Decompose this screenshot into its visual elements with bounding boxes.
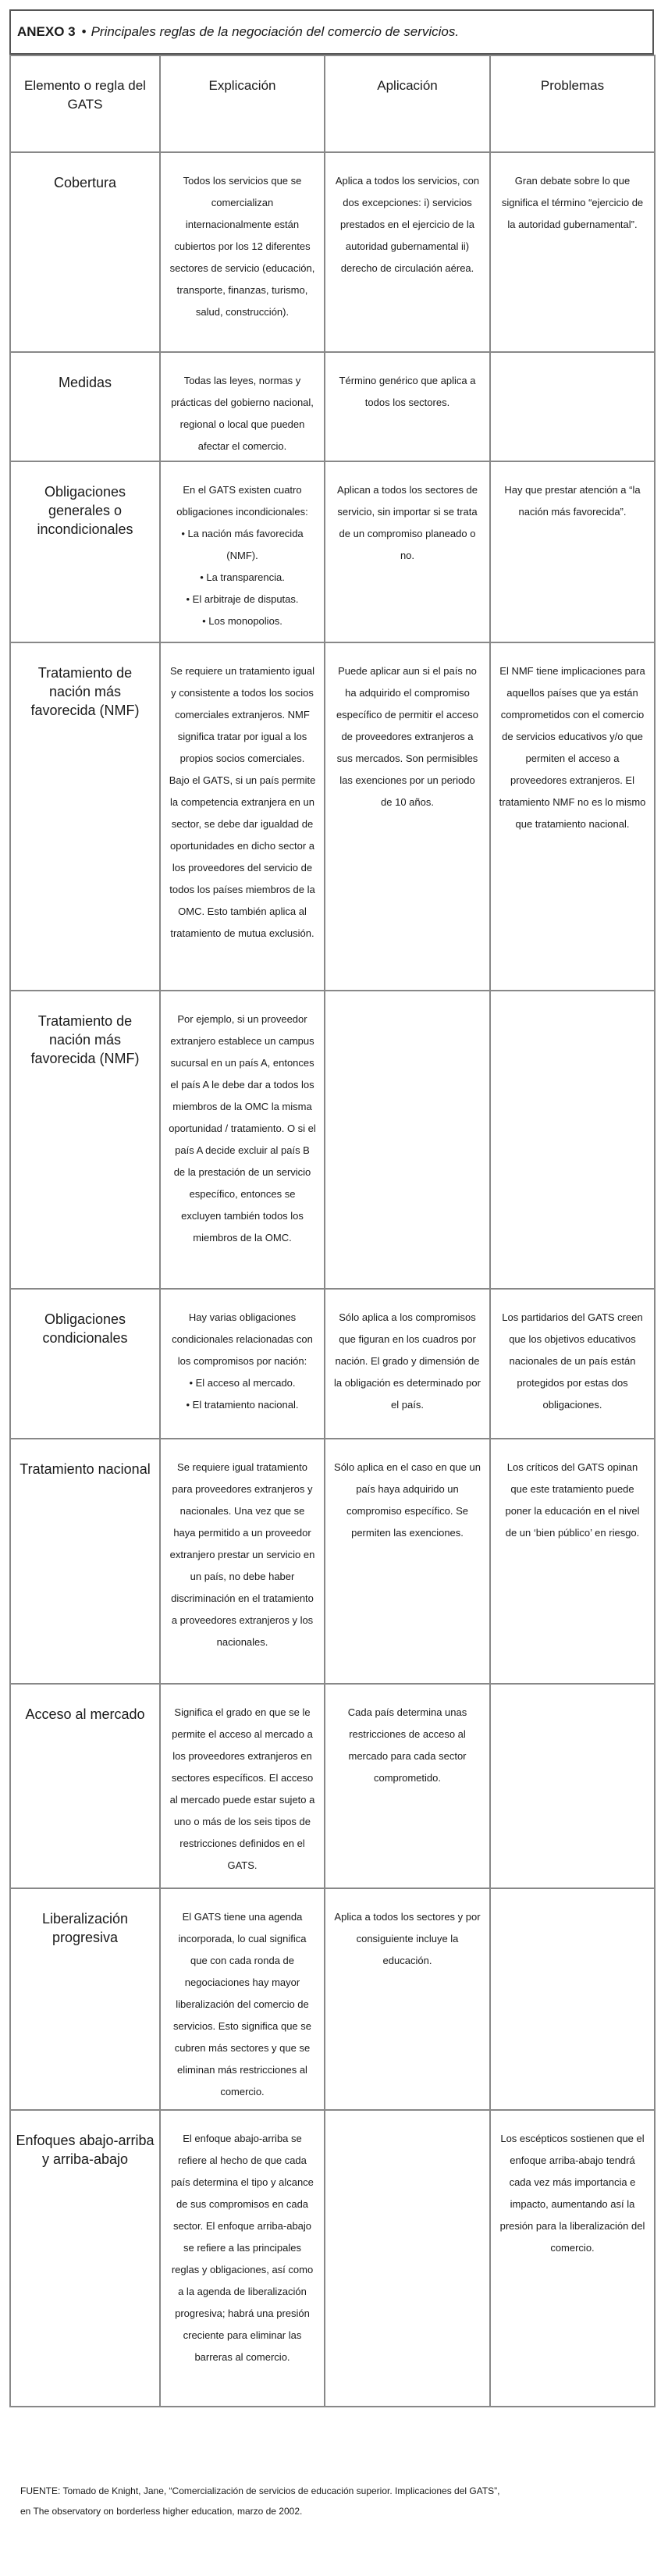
row-application: Aplica a todos los servicios, con dos excepciones: i) servicios prestados en el ejercicio de la autoridad gubernamental ii) derecho de circulación aérea. — [325, 152, 490, 352]
row-problems: Los partidarios del GATS creen que los objetivos educativos nacionales de un país están protegidos por estas dos obligaciones. — [490, 1289, 655, 1439]
table-row — [10, 2110, 655, 2407]
row-explanation: Todos los servicios que se comercializan internacionalmente están cubiertos por los 12 diferentes sectores de servicio (educación, transporte, finanzas, turismo, salud, construcción). — [160, 152, 325, 352]
rules-table — [9, 55, 656, 2407]
row-explanation: El enfoque abajo-arriba se refiere al hecho de que cada país determina el tipo y alcance de sus compromisos en cada sector. El enfoque arriba-abajo se refiere a las principales reglas y obligaciones, así como a la agenda de liberalización progresiva; habrá una presión creciente para eliminar las barreras al comercio. — [160, 2110, 325, 2407]
title-separator: • — [81, 24, 87, 39]
annex-frame — [9, 9, 657, 2484]
row-element: Liberalización progresiva — [10, 1888, 160, 2110]
annex-title-bar — [9, 9, 654, 55]
row-explanation: Significa el grado en que se le permite el acceso al mercado a los proveedores extranjeros en sectores específicos. El acceso al mercado puede estar sujeto a uno o más de los seis tipos de restricciones definidos en el GATS. — [160, 1684, 325, 1888]
row-explanation: Se requiere igual tratamiento para proveedores extranjeros y nacionales. Una vez que se haya permitido a un proveedor extranjero prestar un servicio en un país, no debe haber discriminación en el tratamiento a proveedores extranjeros y los nacionales. — [160, 1439, 325, 1684]
row-element: Enfoques abajo-arriba y arriba-abajo — [10, 2110, 160, 2407]
explanation-intro: En el GATS existen cuatro obligaciones incondicionales: — [176, 484, 308, 518]
row-application: Aplica a todos los sectores y por consiguiente incluye la educación. — [325, 1888, 490, 2110]
source-line-1: FUENTE: Tomado de Knight, Jane, “Comercialización de servicios de educación superior. Implicaciones del GATS”, — [20, 2485, 500, 2496]
row-element: Acceso al mercado — [10, 1684, 160, 1888]
row-application — [325, 2110, 490, 2407]
table-header-row — [10, 55, 655, 152]
row-problems: El NMF tiene implicaciones para aquellos países que ya están comprometidos con el comercio de servicios educativos y/o que permiten el acceso a proveedores extranjeros. El tratamiento NMF no es lo mismo que tratamiento nacional. — [490, 642, 655, 991]
row-element: Tratamiento de nación más favorecida (NMF) — [10, 991, 160, 1289]
source-line-2: en The observatory on borderless higher education, marzo de 2002. — [20, 2506, 303, 2517]
row-application — [325, 991, 490, 1289]
row-explanation: Se requiere un tratamiento igual y consistente a todos los socios comerciales extranjeros. NMF significa tratar por igual a los propios socios comerciales. Bajo el GATS, si un país permite la competencia extranjera en un sector, se debe dar igualdad de oportunidades en dicho sector a los proveedores del servicio de todos los países miembros de la OMC. Esto también aplica al tratamiento de mutua exclusión. — [160, 642, 325, 991]
bullet-item: • La transparencia. — [200, 571, 285, 583]
row-problems — [490, 352, 655, 461]
row-element: Medidas — [10, 352, 160, 461]
row-explanation: El GATS tiene una agenda incorporada, lo cual significa que con cada ronda de negociaciones hay mayor liberalización del comercio de servicios. Esto significa que se cubren más sectores y que se eliminan más restricciones al comercio. — [160, 1888, 325, 2110]
table-row — [10, 352, 655, 461]
table-row — [10, 152, 655, 352]
row-explanation: Todas las leyes, normas y prácticas del gobierno nacional, regional o local que pueden afectar el comercio. — [160, 352, 325, 461]
row-element: Obligaciones condicionales — [10, 1289, 160, 1439]
row-application: Aplican a todos los sectores de servicio, sin importar si se trata de un compromiso planeado o no. — [325, 461, 490, 642]
row-problems: Hay que prestar atención a “la nación más favorecida”. — [490, 461, 655, 642]
explanation-intro: Hay varias obligaciones condicionales relacionadas con los compromisos por nación: — [172, 1311, 313, 1367]
table-row — [10, 1684, 655, 1888]
column-header-application: Aplicación — [325, 55, 490, 152]
row-problems: Los escépticos sostienen que el enfoque arriba-abajo tendrá cada vez más importancia e impacto, aumentando así la presión para la liberalización del comercio. — [490, 2110, 655, 2407]
bullet-item: • Los monopolios. — [202, 615, 282, 627]
row-element: Tratamiento de nación más favorecida (NMF) — [10, 642, 160, 991]
row-problems — [490, 1888, 655, 2110]
table-row — [10, 461, 655, 642]
row-application: Término genérico que aplica a todos los sectores. — [325, 352, 490, 461]
row-application: Puede aplicar aun si el país no ha adquirido el compromiso específico de permitir el acceso de proveedores extranjeros a sus mercados. Son permisibles las exenciones por un periodo de 10 años. — [325, 642, 490, 991]
bullet-item: • El acceso al mercado. — [189, 1377, 296, 1389]
source-footnote — [20, 2481, 645, 2521]
bullet-item: • La nación más favorecida (NMF). — [181, 528, 304, 561]
row-application: Sólo aplica a los compromisos que figuran en los cuadros por nación. El grado y dimensión de la obligación es determinado por el país. — [325, 1289, 490, 1439]
table-row — [10, 1439, 655, 1684]
row-application: Sólo aplica en el caso en que un país haya adquirido un compromiso específico. Se permiten las exenciones. — [325, 1439, 490, 1684]
annex-title: Principales reglas de la negociación del comercio de servicios. — [91, 24, 460, 39]
bullet-item: • El tratamiento nacional. — [186, 1399, 299, 1411]
row-problems — [490, 1684, 655, 1888]
row-problems: Gran debate sobre lo que significa el término “ejercicio de la autoridad gubernamental”. — [490, 152, 655, 352]
row-element: Obligaciones generales o incondicionales — [10, 461, 160, 642]
row-application: Cada país determina unas restricciones de acceso al mercado para cada sector comprometido. — [325, 1684, 490, 1888]
row-problems — [490, 991, 655, 1289]
table-row — [10, 991, 655, 1289]
bullet-item: • El arbitraje de disputas. — [186, 593, 299, 605]
table-row — [10, 642, 655, 991]
column-header-explanation: Explicación — [160, 55, 325, 152]
column-header-element: Elemento o regla del GATS — [10, 55, 160, 152]
row-explanation — [160, 1289, 325, 1439]
row-problems: Los críticos del GATS opinan que este tratamiento puede poner la educación en el nivel de un ‘bien público’ en riesgo. — [490, 1439, 655, 1684]
table-row — [10, 1289, 655, 1439]
row-explanation: Por ejemplo, si un proveedor extranjero establece un campus sucursal en un país A, entonces el país A le debe dar a todos los miembros de la OMC la misma oportunidad / tratamiento. O si el país A decide excluir al país B de la prestación de un servicio específico, entonces se excluyen también todos los miembros de la OMC. — [160, 991, 325, 1289]
column-header-problems: Problemas — [490, 55, 655, 152]
table-row — [10, 1888, 655, 2110]
row-explanation — [160, 461, 325, 642]
row-element: Tratamiento nacional — [10, 1439, 160, 1684]
row-element: Cobertura — [10, 152, 160, 352]
annex-label: ANEXO 3 — [17, 24, 76, 39]
